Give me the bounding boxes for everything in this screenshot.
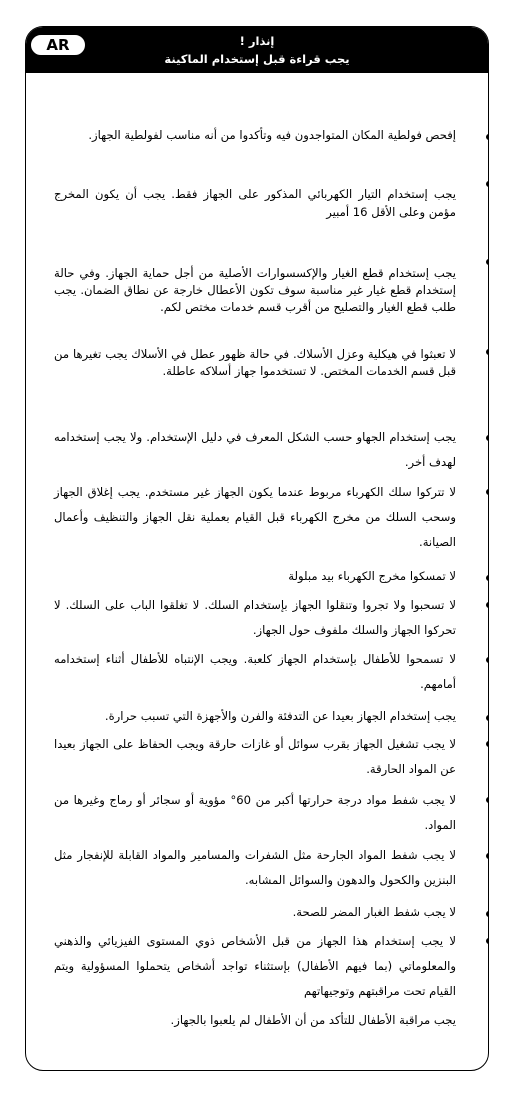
bullet-icon [486,181,489,187]
list-item: لا يجب شفط مواد درجة حرارتها أكبر من 60° مؤوية أو سجائر أو رماج وغيرها من المواد. [54,793,456,832]
list-item: يجب إستخدام قطع الغيار والإكسسوارات الأصلية من أجل حماية الجهاز. وفي حالة إستخدام قطع غيار غير مناسبة سوف تكون الأعطال خارجة عن نطاق الضمان. يجب طلب قطع الغيار والتصليح من أقرب قسم خدمات مختص لكم. [54,266,456,314]
bullet-icon [486,349,489,355]
bullet-icon [486,797,489,803]
bullet-icon [486,134,489,140]
list-item: لا يجب تشغيل الجهاز بقرب سوائل أو غازات حارقة ويجب الحفاظ على الجهاز بعيدا عن المواد الحارقة. [54,737,456,776]
bullet-icon [486,741,489,747]
list-item: لا تسمحوا للأطفال بإستخدام الجهاز كلعبة. ويجب الإنتباه للأطفال أثناء إستخدامه أمامهم. [54,652,456,691]
bullet-icon [486,911,489,917]
warning-title: إنذار ! [239,34,275,48]
list-item: إفحص فولطية المكان المتواجدون فيه وتأكدوا من أنه مناسب لفولطية الجهاز. [88,128,456,142]
bullet-icon [486,853,489,859]
bullet-icon [486,435,489,441]
bullet-icon [486,938,489,944]
warning-card [25,26,489,1071]
list-item: لا تسحبوا ولا تجروا وتنقلوا الجهاز بإستخدام السلك. لا تغلقوا الباب على السلك. لا تحركوا الجهاز والسلك ملفوف حول الجهاز. [54,598,456,637]
bullet-icon [486,489,489,495]
bullet-icon [486,259,489,265]
instruction-list [26,27,488,1070]
list-item: يجب إستخدام الجهاو حسب الشكل المعرف في دليل الإستخدام. ولا يجب إستخدامه لهدف أخر. [54,430,456,469]
bullet-icon [486,715,489,721]
list-item: يجب إستخدام التيار الكهربائي المذكور على الجهاز فقط. يجب أن يكون المخرج مؤمن وعلى الأقل 16 أمبير [54,187,456,219]
list-item: يجب إستخدام الجهاز بعيدا عن التدفئة والفرن والأجهزة التي تسبب حرارة. [104,709,456,723]
list-item: لا يجب شفط الغبار المضر للصحة. [292,905,456,919]
language-badge: AR [29,33,87,57]
list-item: لا تتركوا سلك الكهرباء مربوط عندما يكون الجهاز غير مستخدم. يجب إغلاق الجهاز وسحب السلك من مخرج الكهرباء قبل القيام بعملية نقل الجهاز والتنظيف وأعمال الصيانة. [54,485,456,549]
bullet-icon [486,657,489,663]
list-item: لا يجب شفط المواد الجارحة مثل الشفرات والمسامير والمواد القابلة للإنفجار مثل البنزين والكحول والدهون والسوائل المشابه. [54,848,456,887]
list-item: لا تمسكوا مخرج الكهرباء بيد مبلولة [288,569,456,583]
list-item: لا تعبثوا في هيكلية وعزل الأسلاك. في حالة ظهور عطل في الأسلاك يجب تغيرها من قبل قسم الخدمات المختص. لا تستخدموا جهاز أسلاكه عاطلة. [54,347,456,378]
warning-subtitle: يجب قراءة قبل إستخدام الماكينة [164,52,350,66]
list-item: لا يجب إستخدام هذا الجهاز من قبل الأشخاص ذوي المستوى الفيزيائي والذهني والمعلوماتي (بما فيهم الأطفال) بإستثناء تواجد أشخاص يتحملوا المسؤولية ويتم القيام تحت مراقبتهم وتوجيهاتهم [54,934,456,998]
bullet-icon [486,575,489,581]
list-item: يجب مراقبة الأطفال للتأكد من أن الأطفال لم يلعبوا بالجهاز. [170,1013,456,1027]
bullet-icon [486,602,489,608]
